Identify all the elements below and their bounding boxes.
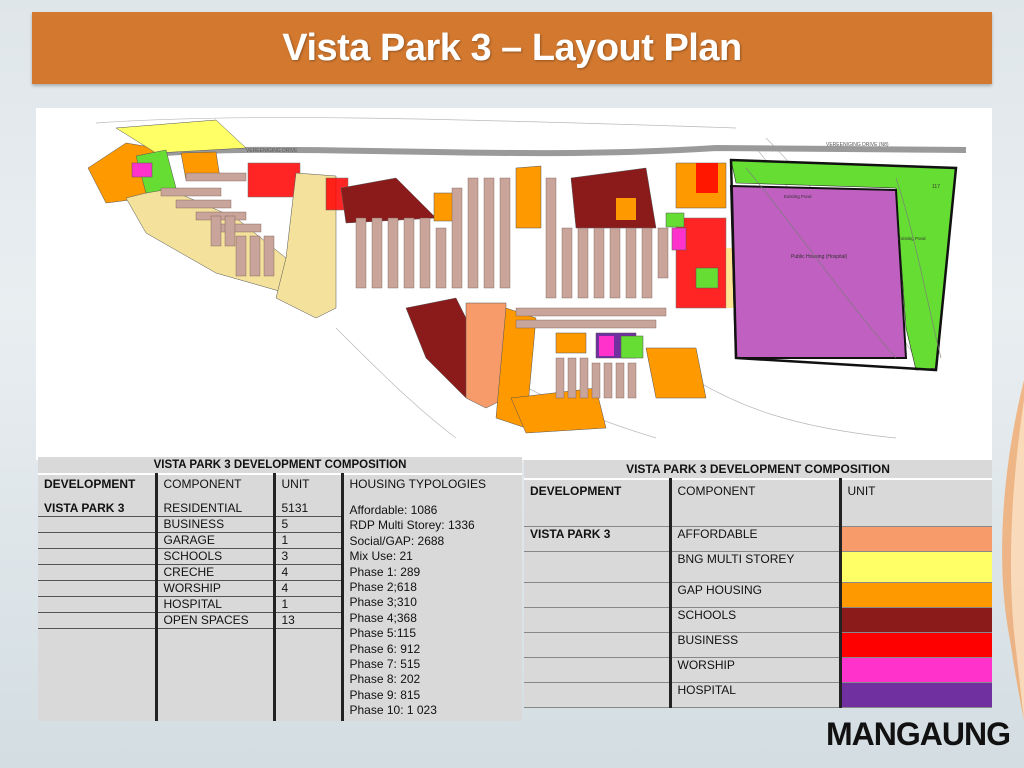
layout-plan-drawing — [36, 108, 992, 460]
typology-line: Phase 9: 815 — [349, 687, 421, 702]
layout-plan-map — [36, 108, 992, 460]
unit-cell: 5131 — [274, 501, 342, 517]
component-cell: WORSHIP — [670, 658, 840, 683]
public-housing-parcel — [731, 186, 906, 358]
typology-line: Phase 2;618 — [349, 580, 417, 595]
color-swatch-affordable — [840, 527, 992, 552]
component-cell: BUSINESS — [156, 517, 274, 533]
title-bar — [32, 12, 992, 84]
typology-line: Social/GAP: 2688 — [349, 533, 445, 548]
column-header: UNIT — [840, 479, 992, 527]
column-header: UNIT — [274, 474, 342, 501]
component-cell: SCHOOLS — [670, 608, 840, 633]
table-caption: VISTA PARK 3 DEVELOPMENT COMPOSITION — [524, 460, 992, 479]
parcel-label: Existing Pond — [898, 236, 926, 241]
component-cell: SCHOOLS — [156, 549, 274, 565]
parcel-label: 117 — [932, 184, 940, 190]
component-cell: OPEN SPACES — [156, 613, 274, 629]
typology-line: Phase 6: 912 — [349, 641, 421, 656]
color-swatch-bng — [840, 552, 992, 583]
unit-cell: 3 — [274, 549, 342, 565]
logo-text: MANGAUNG — [826, 716, 1010, 752]
development-name: VISTA PARK 3 — [38, 501, 156, 517]
typology-line: Phase 3;310 — [349, 595, 417, 610]
page-title: Vista Park 3 – Layout Plan — [282, 26, 742, 69]
composition-table-left — [38, 457, 522, 721]
component-cell: HOSPITAL — [670, 683, 840, 708]
column-header: COMPONENT — [670, 479, 840, 527]
typology-line: RDP Multi Storey: 1336 — [349, 518, 475, 533]
component-cell: HOSPITAL — [156, 597, 274, 613]
parcel-label: Public Housing (Hospital) — [791, 254, 848, 260]
unit-cell: 1 — [274, 533, 342, 549]
composition-table-right — [524, 460, 992, 708]
typology-line: Phase 1: 289 — [349, 564, 421, 579]
typology-line: Phase 4;368 — [349, 610, 417, 625]
unit-cell: 4 — [274, 581, 342, 597]
housing-typologies-cell — [342, 501, 522, 721]
road-label: VEREENIGING DRIVE (N8) — [826, 142, 889, 148]
unit-cell: 1 — [274, 597, 342, 613]
component-cell: AFFORDABLE — [670, 527, 840, 552]
component-cell: BUSINESS — [670, 633, 840, 658]
color-swatch-worship — [840, 658, 992, 683]
typology-line: Phase 5:115 — [349, 626, 416, 641]
component-cell: RESIDENTIAL — [156, 501, 274, 517]
component-cell: CRECHE — [156, 565, 274, 581]
typology-line: Affordable: 1086 — [349, 503, 438, 517]
column-header: DEVELOPMENT — [38, 474, 156, 501]
component-cell: GAP HOUSING — [670, 583, 840, 608]
color-swatch-gap — [840, 583, 992, 608]
component-cell: WORSHIP — [156, 581, 274, 597]
component-cell: BNG MULTI STOREY — [670, 552, 840, 583]
typology-line: Phase 8: 202 — [349, 672, 421, 687]
mangaung-logo — [826, 716, 1018, 756]
unit-cell: 5 — [274, 517, 342, 533]
color-swatch-hospital — [840, 683, 992, 708]
road-label: VEREENIGING DRIVE — [246, 148, 298, 154]
table-caption: VISTA PARK 3 DEVELOPMENT COMPOSITION — [38, 457, 522, 474]
development-name: VISTA PARK 3 — [524, 527, 670, 552]
typology-line: Phase 10: 1 023 — [349, 703, 437, 718]
column-header: DEVELOPMENT — [524, 479, 670, 527]
component-cell: GARAGE — [156, 533, 274, 549]
column-header: HOUSING TYPOLOGIES — [349, 477, 486, 491]
typology-line: Phase 7: 515 — [349, 657, 421, 672]
unit-cell: 4 — [274, 565, 342, 581]
column-header: COMPONENT — [156, 474, 274, 501]
color-swatch-business — [840, 633, 992, 658]
unit-cell: 13 — [274, 613, 342, 629]
parcel-label: Existing Pond — [784, 194, 812, 199]
color-swatch-schools — [840, 608, 992, 633]
typology-line: Mix Use: 21 — [349, 549, 413, 564]
